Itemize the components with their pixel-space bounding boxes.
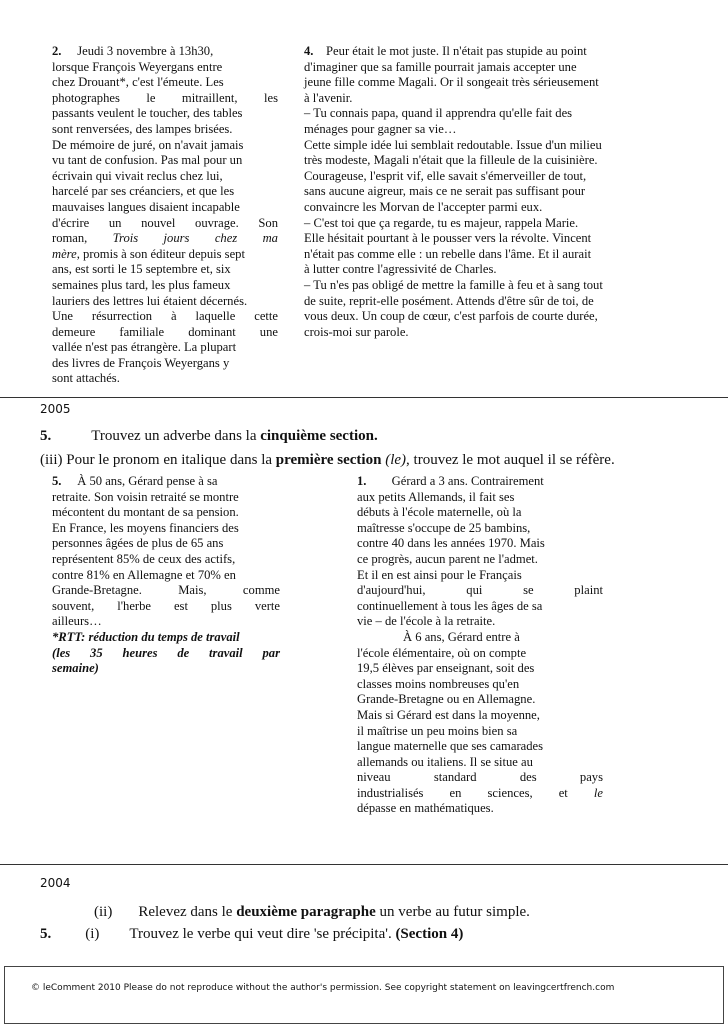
text-line: représentent 85% de ceux des actifs, [52, 551, 236, 566]
text-line: Elle hésitait pourtant à le pousser vers la révolte. Vincent [304, 231, 592, 246]
text-line: contre 40 dans les années 1970. Mais [357, 536, 545, 551]
text-line: il maîtrise un peu moins bien sa [357, 723, 518, 738]
divider-line [0, 397, 728, 398]
text-line: vu tant de confusion. Pas mal pour un [52, 153, 243, 168]
passage-number: 1. [357, 474, 367, 488]
question-iii-2005 [40, 451, 720, 470]
divider-line [0, 864, 728, 865]
text-line: vallée n'est pas étrangère. La plupart [52, 340, 237, 355]
question-text: Trouvez un adverbe dans la [91, 428, 261, 444]
text-line: ce progrès, aucun parent ne l'admet. [357, 551, 538, 566]
question-text: Relevez dans le [138, 904, 237, 920]
text-line: Grande-Bretagne. Mais, comme [52, 583, 280, 598]
question-emphasis: deuxième paragraphe [236, 904, 376, 920]
text-line: semaines plus tard, les plus fameux [52, 277, 231, 292]
book-title: Trois jours chez ma [112, 231, 278, 246]
text-line: langue maternelle que ses camarades [357, 739, 544, 754]
text-line: souvent, l'herbe est plus verte [52, 598, 280, 613]
book-title: mère [52, 246, 77, 261]
text-line: d'écrire un nouvel ouvrage. Son [52, 215, 278, 230]
text-line: Mais si Gérard est dans la moyenne, [357, 707, 540, 722]
text-line: l'école élémentaire, où on compte [357, 645, 527, 660]
question-number: 5. [40, 428, 52, 444]
text-line: crois-moi sur parole. [304, 324, 409, 339]
text-line: industrialisés en sciences, et le [357, 785, 603, 800]
text-line: contre 81% en Allemagne et 70% en [52, 567, 236, 582]
text-line: Peur était le mot juste. Il n'était pas stupide au point [326, 44, 587, 58]
text-line: mécontent du montant de sa pension. [52, 505, 239, 520]
question-i-2004 [40, 925, 463, 944]
copyright-notice: © leComment 2010 Please do not reproduce without the author's permission. See copyright statement on leavingcertfrench.com [31, 983, 615, 993]
text-line: À 6 ans, Gérard entre à [403, 629, 520, 644]
text-line: classes moins nombreuses qu'en [357, 676, 520, 691]
text-line: – C'est toi que ça regarde, tu es majeur, rappela Marie. [304, 215, 579, 230]
text-line: écrivain qui vivait reclus chez lui, [52, 168, 223, 183]
text-line: personnes âgées de plus de 65 ans [52, 536, 224, 551]
text-line: À 50 ans, Gérard pense à sa [77, 474, 218, 488]
text-line: à lutter contre l'agressivité de Charles. [304, 262, 497, 277]
question-ii-2004 [94, 903, 530, 922]
text-line: allemands ou italiens. Il se situe au [357, 754, 533, 769]
text-line: demeure familiale dominant une [52, 324, 278, 339]
question-label: (i) [85, 926, 100, 942]
year-label: 2005 [40, 402, 71, 416]
text-line: chez Drouant*, c'est l'émeute. Les [52, 75, 224, 90]
text-line: convaincre les Morvan de l'accepter parmi eux. [304, 199, 543, 214]
text-line: Et il en est ainsi pour le Français [357, 567, 522, 582]
passage-5 [52, 474, 280, 677]
passage-4 [304, 44, 636, 340]
text-line: 19,5 élèves par enseignant, soit des [357, 661, 535, 676]
text-line: de suite, reprit-elle posément. Attends d'être sûr de toi, de [304, 293, 594, 308]
text-line: ailleurs… [52, 614, 102, 629]
text-line: Gérard a 3 ans. Contrairement [391, 474, 544, 488]
text-line: De mémoire de juré, on n'avait jamais [52, 137, 244, 152]
text-line: roman, Trois jours chez ma [52, 231, 278, 246]
text-line: lauriers des lettres lui étaient décernés. [52, 293, 248, 308]
footnote-line: *RTT: réduction du temps de travail [52, 629, 240, 644]
question-emphasis: première section [275, 452, 382, 468]
question-5-2005 [40, 427, 720, 446]
footnote-line: (les 35 heures de travail par [52, 645, 280, 660]
question-text: (iii) Pour le pronom en italique dans la [40, 452, 276, 468]
text-line: très modeste, Magali n'était que la filleule de la cuisinière. [304, 153, 598, 168]
text-line: vous deux. Un coup de cœur, c'est parfois de courte durée, [304, 309, 598, 324]
passage-1 [357, 474, 603, 817]
text-line: sont renversées, des lampes brisées. [52, 121, 233, 136]
text-line: retraite. Son voisin retraité se montre [52, 489, 239, 504]
footnote-line: semaine) [52, 661, 99, 676]
question-emphasis: (Section 4) [395, 926, 464, 942]
text-line: vie – de l'école à la retraite. [357, 614, 496, 629]
passage-number: 4. [304, 44, 314, 58]
text-line: – Tu connais papa, quand il apprendra qu'elle fait des [304, 106, 573, 121]
text-line: ans, est sorti le 15 septembre et, six [52, 262, 231, 277]
text-line: dépasse en mathématiques. [357, 801, 494, 816]
question-text: , trouvez le mot auquel il se réfère. [406, 452, 615, 468]
footer-box [4, 966, 724, 1024]
question-italic: (le) [385, 452, 407, 468]
passage-2 [52, 44, 278, 387]
passage-number: 2. [52, 44, 62, 58]
pronoun-le: le [593, 785, 603, 800]
text-line: d'imaginer que sa famille pourrait jamais accepter une [304, 59, 577, 74]
text-line: Grande-Bretagne ou en Allemagne. [357, 692, 536, 707]
text-line: passants veulent le toucher, des tables [52, 106, 243, 121]
text-line: jeune fille comme Magali. Or il songeait très sérieusement [304, 75, 599, 90]
text-line: En France, les moyens financiers des [52, 520, 239, 535]
text-line: – Tu n'es pas obligé de mettre la famille à feu et à sang tout [304, 277, 603, 292]
text-line: aux petits Allemands, il fait ses [357, 489, 515, 504]
text-line: lorsque François Weyergans entre [52, 59, 223, 74]
text-line: sans aucune aigreur, mais ce ne serait pas suffisant pour [304, 184, 586, 199]
text-line: n'était pas comme elle : un rebelle dans l'âme. Et il aurait [304, 246, 592, 261]
text-line: mère, promis à son éditeur depuis sept [52, 246, 245, 261]
text-line: Jeudi 3 novembre à 13h30, [77, 44, 214, 58]
question-text: un verbe au futur simple. [375, 904, 530, 920]
question-label: (ii) [94, 904, 113, 920]
text-line: harcelé par ses créanciers, et que les [52, 184, 235, 199]
text-line: maîtresse s'occupe de 25 bambins, [357, 520, 531, 535]
question-emphasis: cinquième section. [260, 428, 378, 444]
text-line: Courageuse, l'esprit vif, elle savait s'émerveiller de tout, [304, 168, 587, 183]
text-line: des livres de François Weyergans y [52, 355, 230, 370]
question-text: Trouvez le verbe qui veut dire 'se précipita'. [129, 926, 392, 942]
text-line: sont attachés. [52, 371, 120, 386]
text-line: d'aujourd'hui, qui se plaint [357, 583, 603, 598]
year-label: 2004 [40, 876, 71, 890]
text-line: débuts à l'école maternelle, où la [357, 505, 522, 520]
text-line: Cette simple idée lui semblait redoutable. Issue d'un milieu [304, 137, 602, 152]
text-line: niveau standard des pays [357, 770, 603, 785]
text-line: continuellement à tous les âges de sa [357, 598, 543, 613]
text-line: mauvaises langues disaient incapable [52, 199, 240, 214]
passage-number: 5. [52, 474, 62, 488]
text-line: à l'avenir. [304, 90, 353, 105]
text-line: photographes le mitraillent, les [52, 90, 278, 105]
text-line: Une résurrection à laquelle cette [52, 309, 278, 324]
text-line: ménages pour gagner sa vie… [304, 121, 457, 136]
question-number: 5. [40, 926, 52, 942]
